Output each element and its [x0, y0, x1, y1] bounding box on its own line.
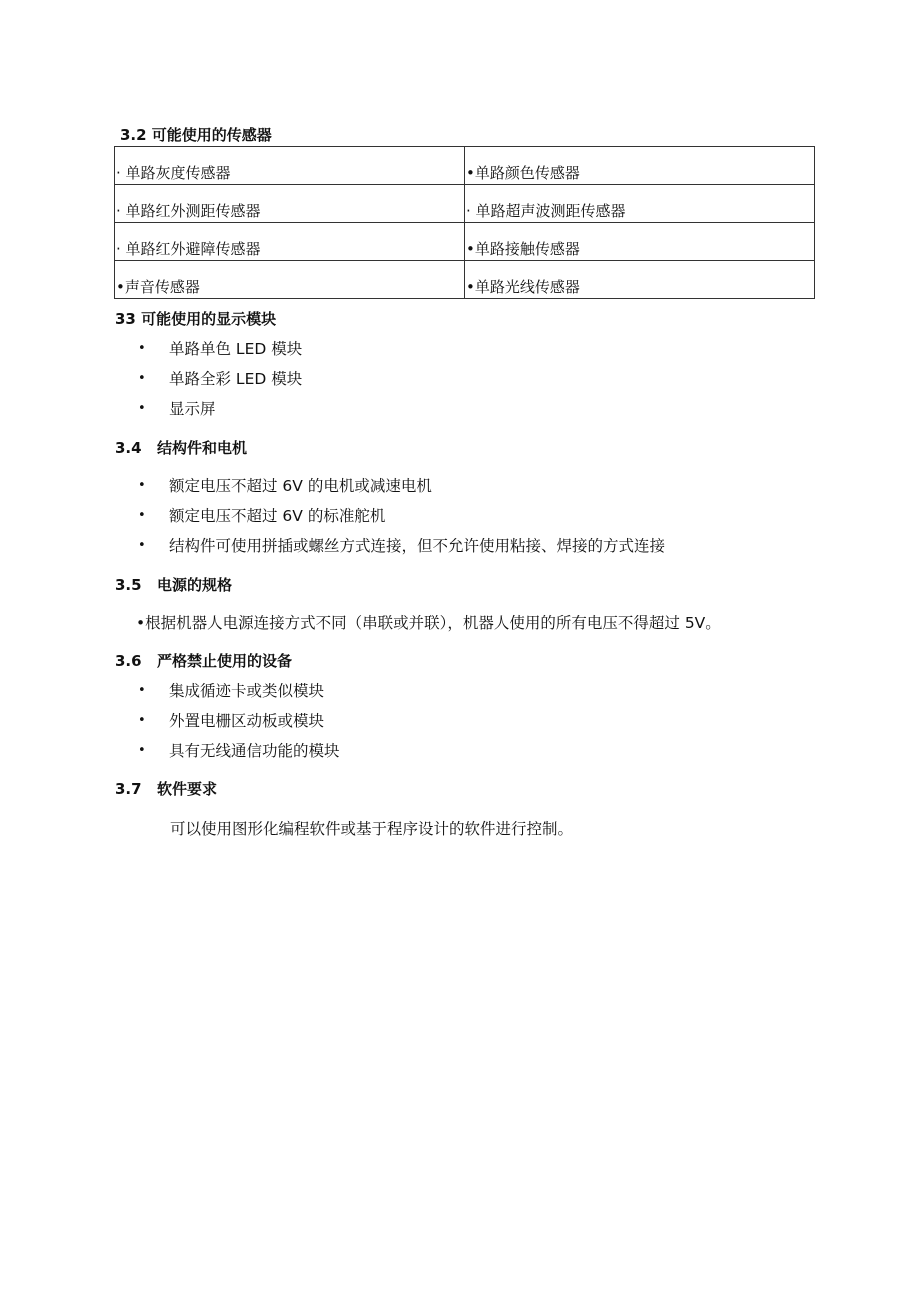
bullet: •: [138, 371, 146, 386]
sensor-table: [114, 146, 815, 299]
table-row: [115, 261, 815, 299]
bullet: •: [138, 508, 146, 523]
bullet: •: [138, 341, 146, 356]
heading-3-5-number: 3.5: [115, 576, 142, 594]
heading-3-7-number: 3.7: [115, 780, 142, 798]
heading-3-2-text: 3.2 可能使用的传感器: [120, 126, 272, 144]
heading-3-4-text: 结构件和电机: [157, 439, 248, 457]
bullet: •: [138, 743, 146, 758]
bullet: •: [138, 478, 146, 493]
bullet: •: [138, 538, 146, 553]
bullet: •: [138, 713, 146, 728]
table-cell: · 单路红外测距传感器: [115, 185, 465, 223]
bullet: •: [138, 683, 146, 698]
table-row: [115, 147, 815, 185]
table-cell: •单路颜色传感器: [465, 147, 815, 185]
bullet: •: [138, 401, 146, 416]
heading-3-2: [120, 125, 272, 145]
heading-3-6-text: 严格禁止使用的设备: [157, 652, 293, 670]
heading-3-7: [115, 779, 217, 799]
table-cell: •声音传感器: [115, 261, 465, 299]
table-cell: · 单路超声波测距传感器: [465, 185, 815, 223]
heading-3-6: [115, 651, 292, 671]
software-text: 可以使用图形化编程软件或基于程序设计的软件进行控制。: [170, 820, 574, 838]
table-cell: •单路接触传感器: [465, 223, 815, 261]
power-spec-text: •根据机器人电源连接方式不同（串联或并联），机器人使用的所有电压不得超过 5V。: [136, 614, 721, 632]
heading-3-4-number: 3.4: [115, 439, 142, 457]
heading-3-7-text: 软件要求: [157, 780, 218, 798]
heading-3-4: [115, 438, 247, 458]
table-cell: · 单路红外避障传感器: [115, 223, 465, 261]
heading-3-3: [115, 309, 276, 329]
heading-3-5: [115, 575, 232, 595]
table-row: [115, 223, 815, 261]
heading-3-5-text: 电源的规格: [157, 576, 233, 594]
table-cell: · 单路灰度传感器: [115, 147, 465, 185]
document-page: 3.2 可能使用的传感器 · 单路灰度传感器 •单路颜色传感器 · 单路红外测距传感器 · 单路超声波测距传感器 · 单路红外避障传感器 •单路接触传感器 •声音传感器 •单路光线传感器 33 可能使用的显示模块 • 单路单色 LED 模块 • 单路全彩 LED 模块 • 显示屏 3.4 结构件和电机 • 额定电压不超过 6V 的电机或减速电机 • 额定电压不超过 6V 的标准舵机 • 结构件可使用拼插或螺丝方式连接，但不允许使用粘接、焊接的方式连接 3.5 电源的规格 •根据机器人电源连接方式不同（串联或并联），机器人使用的所有电压不得超过 5V。 3.6 严格禁止使用的设备 • 集成循迹卡或类似模块 • 外置电栅区动板或模块 • 具有无线通信功能的模块 3.7 软件要求 可以使用图形化编程软件或基于程序设计的软件进行控制。: [0, 0, 920, 1301]
table-row: [115, 185, 815, 223]
table-cell: •单路光线传感器: [465, 261, 815, 299]
heading-3-6-number: 3.6: [115, 652, 142, 670]
heading-3-3-text: 33 可能使用的显示模块: [115, 310, 277, 328]
